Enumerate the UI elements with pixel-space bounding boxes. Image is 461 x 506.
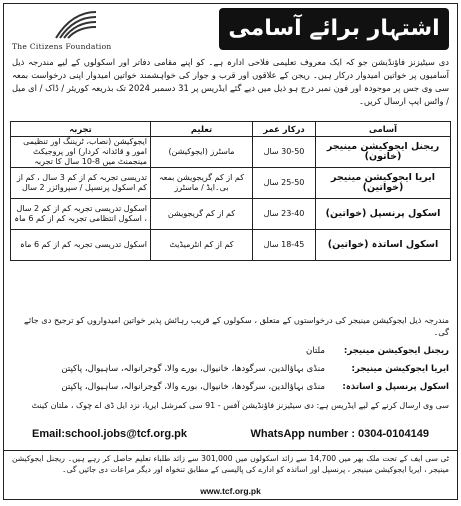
positions-table [10,121,451,261]
age-cell: 25-50 سال [253,168,316,199]
location-row [12,342,449,360]
position-cell: ایریا ایجوکیشن مینیجر (خواتین) [316,168,451,199]
location-value: ملتان [306,346,325,356]
location-row [12,360,449,378]
position-cell: اسکول پرنسپل (خواتین) [316,199,451,230]
preference-note: مندرجہ ذیل ایجوکیشن مینیجر کی درخواستوں کے متعلق ، سکولوں کے قریب رہائش پذیر خواتین امیدواروں کو ترجیح دی جائے گی۔ [24,315,449,337]
header-education: تعلیم [151,122,253,137]
education-cell: کم از کم گریجویشن [151,199,253,230]
education-cell: ماسٹرز (ایجوکیشن) [151,137,253,168]
banner-title: اشتہار برائے آسامی [219,8,449,50]
whatsapp-number[interactable]: WhatsApp number : 0304-0104149 [250,428,429,440]
position-cell: اسکول اساتذہ (خواتین) [316,230,451,261]
mailing-address: سی وی ارسال کرنے کے لیے ایڈریس ہے: دی سیٹیزنز فاؤنڈیشن آفس - 91 سی کمرشل ایریا، نزد ایل ڈی اے چوک ، ملتان کینٹ [31,401,449,410]
experience-cell: ایجوکیشن (نصاب، ٹریننگ اور تنظیمی امور و قائدانہ کردار) اور پروجیکٹ مینجمنٹ میں 8-10 سال کا تجربہ [11,137,151,168]
table-row [11,168,451,199]
locations-list [12,342,449,396]
location-value: منڈی بہاؤالدین، سرگودھا، خانیوال، بورے والا، گوجرانوالہ، ساہیوال، پاکپتن [61,364,325,374]
table-row [11,199,451,230]
logo-text: The Citizens Foundation [12,42,112,51]
education-cell: کم از کم گریجویشن بمعہ بی۔ایڈ / ماسٹرز [151,168,253,199]
location-value: منڈی بہاؤالدین، سرگودھا، خانیوال، بورے والا، گوجرانوالہ، ساہیوال، پاکپتن [61,382,325,392]
job-advertisement [3,3,458,500]
location-label: ریجنل ایجوکیشن مینیجر: [343,346,449,356]
location-label: ایریا ایجوکیشن مینیجر: [351,364,449,374]
footer [4,450,457,475]
experience-cell: تدریسی تجربہ کم از کم 3 سال ، کم از کم اسکول پرنسپل / سپروائزر 2 سال [11,168,151,199]
email-link[interactable]: Email:school.jobs@tcf.org.pk [32,428,187,440]
experience-cell: اسکول تدریسی تجربہ کم از کم 6 ماہ [11,230,151,261]
header-experience: تجربہ [11,122,151,137]
age-cell: 23-40 سال [253,199,316,230]
contact-line [12,426,449,444]
website-link[interactable]: www.tcf.org.pk [200,486,261,496]
tcf-logo-emblem-icon [52,8,98,42]
table-header-row [11,122,451,137]
table-row [11,230,451,261]
header-age: درکار عمر [253,122,316,137]
intro-paragraph: دی سیٹیزنز فاؤنڈیشن جو کہ ایک معروف تعلیمی فلاحی ادارہ ہے۔ کو اپنے مقامی دفاتر اور اسکولوں کے لیے مندرجہ ذیل آسامیوں پر خواتین امیدوار درکار ہیں۔ ریجن کے علاقوں اور قرب و جوار کی خواہشمند خواتین امیدوار اپنی درخواست بمعہ سی وی جس پر موجودہ اور فون نمبر درج ہو ذیل میں دیے گئے ایڈریس پر 31 دسمبر 2024 تک بذریعہ کوریئر / ڈاک / ای میل / واٹس ایپ ارسال کریں۔ [12,57,450,106]
education-cell: کم از کم انٹرمیڈیٹ [151,230,253,261]
position-cell: ریجنل ایجوکیشن مینیجر (خاتون) [316,137,451,168]
tcf-logo [12,8,132,54]
header-position: آسامی [316,122,451,137]
footer-text: ٹی سی ایف کے تحت ملک بھر میں 14,700 سے زائد اسکولوں میں 301,000 سے زائد طلباء تعلیم حاصل کر رہے ہیں۔ ریجنل ایجوکیشن مینیجر ، ایریا ایجوکیشن مینیجر ، پرنسپل اور اساتذہ کو ادارے کی پالیسی کے مطابق تنخواہ اور دیگر مراعات دی جائیں گی۔ [12,454,449,474]
age-cell: 18-45 سال [253,230,316,261]
location-label: اسکول پرنسپل و اساتذہ: [342,382,449,392]
experience-cell: اسکول تدریسی تجربہ کم از کم 2 سال ، اسکول انتظامی تجربہ کم از کم 6 ماہ [11,199,151,230]
location-row [12,378,449,396]
age-cell: 30-50 سال [253,137,316,168]
header [4,4,457,56]
table-row [11,137,451,168]
